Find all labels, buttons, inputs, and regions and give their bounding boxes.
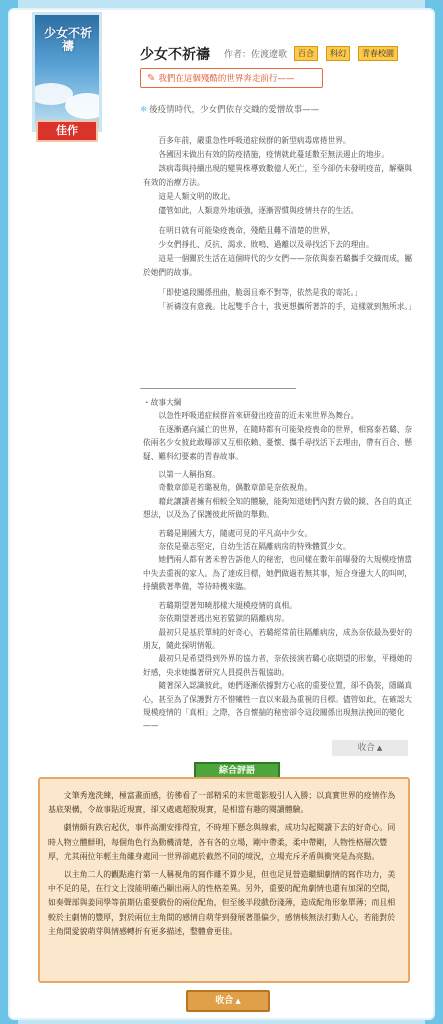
collapse-review-button[interactable] [186, 990, 270, 1012]
review-header: 綜合評語 [194, 762, 280, 780]
outline-paragraph: 以急性呼吸道症候群首來研發出疫苗的近未來世界為舞台。 [158, 411, 359, 421]
tag-school[interactable]: 青春校園 [358, 46, 398, 61]
cta-label: 我們在這個殘酷的世界奔走前行—— [158, 74, 295, 84]
outline-paragraph: 隨著深入認識彼此，她們逐漸依據對方心底的重要位置，卻不偽裝，隱瞞真心，甚至為了保護對方不惜犧牲一直以來最為重視的目標。儘管如此，在確認大規模疫情的「真相」之際，各自懷揣的秘密卻令這段關係出現無法挽回的變化—— [143, 681, 413, 731]
story-outline [143, 396, 415, 733]
outline-paragraph: 奈依期望著逃出宛若監獄的隔離病房。 [158, 614, 290, 624]
outline-paragraph: 若璐期望著知曉那樣大規模疫情的真相。 [158, 600, 297, 610]
tagline-text: 後疫情時代，少女們依存交織的愛憎故事—— [149, 105, 320, 115]
intro-paragraph: 該病毒與持續出現的變異株導致數億人死亡，至今卻仍未發明疫苗，解藥與有效的治療方法。 [143, 164, 413, 187]
book-title: 少女不祈禱 [140, 47, 210, 63]
outline-paragraph: 奇數章節是若璐視角，偶數章節是奈依視角。 [158, 483, 313, 493]
outline-paragraph: 最初只是希望得到外界的協力者，奈依接演若璐心底期望的形象，平穩她的好感，央求她攜著研究人員提供吾報協助。 [143, 654, 413, 677]
intro-paragraph: 百多年前，嚴重急性呼吸道症候群的新型病毒席捲世界。 [158, 136, 351, 145]
outline-paragraph: 若璐是剛國大方，隨處可見的平凡高中少女。 [158, 528, 313, 538]
cover-title: 少女不祈禱 [43, 26, 92, 53]
collapse-review-label: 收合 [215, 996, 234, 1006]
book-detail-card [10, 10, 433, 1018]
outline-paragraph: 她們兩人都有著未曾告訴他人的秘密，也同樣在數年前曝發的大規模疫情當中失去重視的家人。為了達成目標，她們做過若無其事，短合身邊大人的叫呵，持續戲著準備，等待時機來臨。 [143, 555, 413, 592]
outline-heading: ・故事大綱 [143, 398, 182, 407]
outline-paragraph: 藉此讓讀者擁有相較全知的體驗，能夠知道她們內對方做的鏡、各自的真正想法，以及為了保護彼此所做的舉動。 [143, 496, 413, 520]
review-paragraph: 以主角二人的觀點進行第一人稱視角的寫作雖不算少見，但也足見營造繼細劇情的寫作功力，美中不足的是，在行文上沒能明確凸顯出兩人的性格差異。另外，重要的配角劇情也還有加深的空間，如奏聲部與姜同學等前期佔重要戲份的兩位配角，但至後半段戲份淺薄，造成配角形象單薄；而且相較於主劇情的豐厚，對於兩位主角間的感情自萌芽到發展著墨偏少，感情核無法打動人心，若能對於主角間愛貌萌芽與情感轉折有更多描述，整體會更佳。 [48, 870, 396, 936]
intro-paragraph: 這是一個關於生活在這個時代的少女們——奈依與泰若璐攜手交織而成，屬於她們的故事。 [143, 254, 413, 277]
review-paragraph: 劇情頗有跌宕起伏，事件高潮安排得宜，不時埋下懸念與線索，成功勾起閱讀下去的好奇心。同時人物立體鮮明，每個角色行為動機清楚，各有各的立場，剛中帶柔，柔中帶剛，人物性格層次豐厚，尤其兩位年輕主角雖身處同一世界卻處於截然不同的境況，立場充斥矛盾與衝突是為亮點。 [48, 823, 396, 861]
author-label: 作者：佐渡遼歌 [224, 50, 288, 60]
intro-paragraph: 「即使遠段關係扭曲，脆弱且牽不對等，依然是我的寄託。」 [158, 288, 363, 297]
intro-paragraph: 在明日就有可能染疫喪命，殘酷且難不清楚的世界， [158, 226, 336, 235]
intro-paragraph: 儘管如此，人類意外地頑強，逐漸習慣與疫情共存的生活。 [158, 206, 359, 215]
tagline [140, 103, 319, 115]
outline-paragraph: 以第一人稱指寫。 [158, 470, 220, 480]
chevron-up-icon: ▲ [376, 744, 383, 752]
tag-yuri[interactable]: 百合 [294, 46, 318, 61]
cover-cloud [65, 93, 102, 119]
award-badge: 佳作 [36, 120, 98, 142]
chevron-up-icon: ▲ [235, 997, 241, 1005]
section-divider [140, 388, 296, 389]
pen-icon: ✎ [147, 73, 156, 84]
intro-paragraph: 這是人類文明的敗北。 [158, 192, 236, 201]
intro-paragraph: 各國因未做出有效的防疫措施，疫情就此蔓延數至無法遏止的地步。 [158, 150, 390, 159]
outline-paragraph: 最初只是基於單純的好奇心，若璐經常前往隔離病房，成為奈依最為要好的朋友，隨此探明情報。 [143, 627, 413, 650]
snowflake-icon: ❄ [140, 105, 148, 115]
review-box [38, 777, 410, 983]
intro-paragraph: 少女們掙扎、反抗、渴求、敗嗚、過離以及尋找活下去的理由。 [158, 240, 374, 249]
title-row [140, 44, 430, 64]
outline-paragraph: 在逐漸邁向滅亡的世界，在隨時都有可能染疫喪命的世界，相寫泰若璐、奈依兩名少女彼此敢曝卻又互相依賴、憂懷、攜手尋找活下去理由，帶有百合、懸疑、難科幻要素的青春故事。 [143, 424, 413, 461]
intro-paragraph: 「祈禱沒有意義。比起雙手合十，我更想攜所著許的手，這樣就到無所求。」 [158, 302, 416, 311]
tag-scifi[interactable]: 科幻 [326, 46, 350, 61]
collapse-intro-button[interactable] [332, 740, 408, 756]
intro-text [143, 134, 415, 314]
review-paragraph: 文筆秀逸洗練，極富畫面感，彷彿看了一部精采的末世電影般引人入勝；以真實世界的疫情作為基底架構，令故事貼近現實，卻又處處超脫現實，是相當有趣的閱讀體驗。 [48, 791, 396, 815]
book-cover[interactable] [32, 12, 102, 132]
read-cta-button[interactable] [140, 68, 323, 88]
collapse-label: 收合 [357, 743, 375, 753]
outline-paragraph: 奈依是臺志堅定，自幼生活在隔離病房的特殊體質少女。 [158, 542, 351, 552]
